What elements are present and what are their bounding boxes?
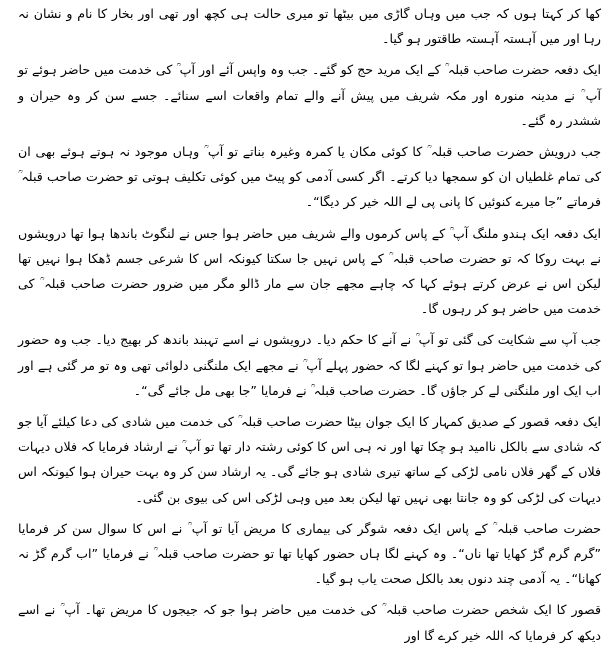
paragraph-sugar-patient: حضرت صاحب قبلہ ؒ کے پاس ایک دفعہ شوگر کی بیماری کا مریض آیا تو آپ ؒ نے اس کا سوال سن کر فرمایا ”گرم گرم گڑ کھایا تھا ناں“۔ وہ کہنے لگا ہاں حضور کھایا تھا تو حضرت صاحب قبلہ ؒ نے فرمایا ”اب گرم گڑ نہ کھانا“۔ یہ آدمی چند دنوں بعد بالکل صحت یاب ہو گیا۔ [18,520,601,587]
paragraph-complaint-malangni: جب آپ سے شکایت کی گئی تو آپ ؒ نے آنے کا حکم دیا۔ درویشوں نے اسے تہبند باندھ کر بھیج دیا۔ جب وہ حضور کی خدمت میں حاضر ہوا تو کہنے لگا کہ حضور پہلے آپ ؒ نے مجھے ایک ملنگنی دلوائی تھی وہ تو مر گئی ہے اور اب ایک اور ملنگنی لے کر جاؤں گا۔ حضرت صاحب قبلہ ؒ نے فرمایا ”جا بھی مل جائے گی“۔ [18,332,601,398]
paragraph-fever-recovery: کھا کر کہتا ہوں کہ جب میں وہاں گاڑی میں بیٹھا تو میری حالت ہی کچھ اور تھی اور بخار کا نام و نشان نہ رہا اور میں آہستہ آہستہ طاقتور ہو گیا۔ [18,6,601,47]
paragraph-dervish-construction: جب درویش حضرت صاحب قبلہ ؒ کا کوئی مکان یا کمرہ وغیرہ بناتے تو آپ ؒ وہاں موجود نہ ہوتے ہوئے بھی ان کی تمام غلطیاں ان کو سمجھا دیا کرتے۔ اگر کسی آدمی کو پیٹ میں کوئی تکلیف ہوتی تو حضرت صاحب قبلہ ؒ فرماتے ”جا میرے کنوئیں کا پانی پی لے اللہ خیر کر دیگا“۔ [18,144,601,210]
paragraph-hindu-malang: ایک دفعہ ایک ہندو ملنگ آپ ؒ کے پاس کرموں والے شریف میں حاضر ہوا جس نے لنگوٹ باندھا ہوا تھا درویشوں نے بہت روکا کہ تو حضرت صاحب قبلہ ؒ کے پاس نہیں جا سکتا کیونکہ اس کا شرعی جسم ڈھکا ہوا نہیں تھا لیکن اس نے عرض کرتے ہوئے کہا کہ چاہے مجھے جان سے مار ڈالو مگر میں ضرور حضرت صاحب قبلہ ؒ کی خدمت میں حاضر ہو کر رہوں گا۔ [18,225,601,317]
paragraph-hajj-disciple: ایک دفعہ حضرت صاحب قبلہ ؒ کے ایک مرید حج کو گئے۔ جب وہ واپس آئے اور آپ ؒ کی خدمت میں حاضر ہوئے تو آپ ؒ نے مدینہ منورہ اور مکہ شریف میں پیش آنے والے تمام واقعات اسے سنائے۔ جسے سن کر وہ حیران و ششدر رہ گئے۔ [18,62,601,128]
paragraph-kasur-marriage: ایک دفعہ قصور کے صدیق کمہار کا ایک جوان بیٹا حضرت صاحب قبلہ ؒ کی خدمت میں شادی کی دعا کیلئے آیا جو کہ شادی سے بالکل ناامید ہو چکا تھا اور نہ ہی اس کا کوئی رشتہ دار تھا تو آپ ؒ نے ارشاد فرمایا کہ فلاں دیہات فلاں کے گھر فلاں نامی لڑکی کے ساتھ تیری شادی ہو جائے گی۔ یہ ارشاد سن کر وہ بہت حیران ہوا کیونکہ اس دیہات کی لڑکی کو وہ جانتا بھی نہیں تھا لیکن بعد میں وہی لڑکی اس کی بیوی بن گئی۔ [17,414,601,505]
paragraph-kasur-person: قصور کا ایک شخص حضرت صاحب قبلہ ؒ کی خدمت میں حاضر ہوا جو کہ جیجوں کا مریض تھا۔ آپ ؒ نے اسے دیکھ کر فرمایا کہ اللہ خیر کرے گا اور [18,602,601,643]
